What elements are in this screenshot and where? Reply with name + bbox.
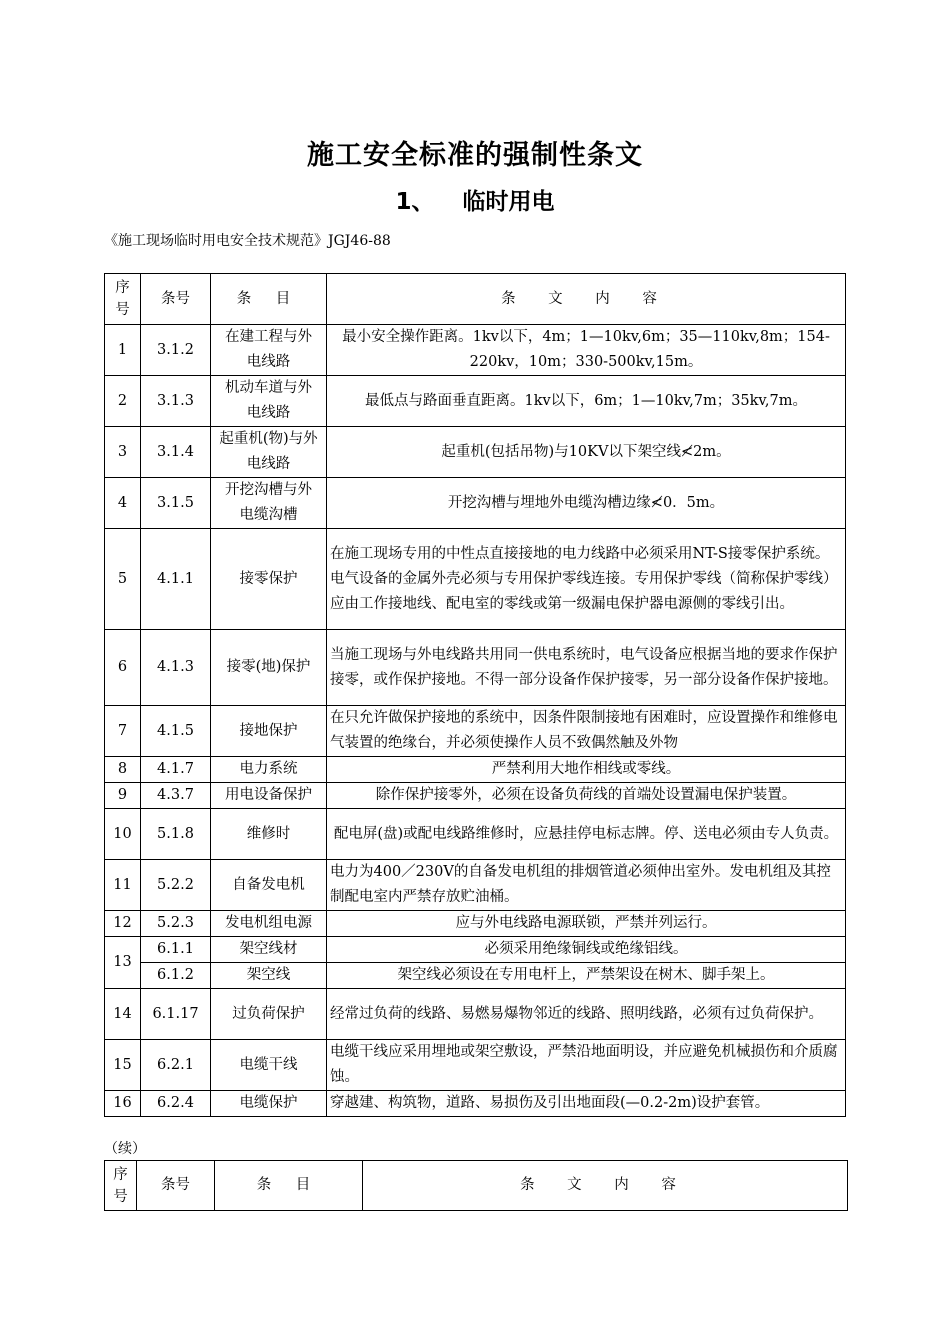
- row-content: 当施工现场与外电线路共用同一供电系统时，电气设备应根据当地的要求作保护接零，或作保护接地。不得一部分设备作保护接零，另一部分设备作保护接地。: [327, 630, 846, 706]
- section-name: 临时用电: [462, 189, 555, 215]
- row-content: 最小安全操作距离。1kv以下，4m；1—10kv,6m；35—110kv,8m；154-220kv，10m；330-500kv,15m。: [327, 325, 846, 376]
- row-clause: 5.2.2: [141, 860, 211, 911]
- header-clause: 条号: [141, 274, 211, 325]
- row-content: 经常过负荷的线路、易燃易爆物邻近的线路、照明线路，必须有过负荷保护。: [327, 989, 846, 1040]
- row-content: 起重机(包括吊物)与10KV以下架空线≮2m。: [327, 427, 846, 478]
- table-row: [105, 706, 846, 757]
- clauses-table: [104, 273, 846, 1117]
- header-item: 条 目: [211, 274, 327, 325]
- row-seq: 1: [105, 325, 141, 376]
- table-row: [105, 757, 846, 783]
- table-row: [105, 1040, 846, 1091]
- header-item: 条 目: [215, 1161, 363, 1211]
- continued-label: （续）: [104, 1141, 146, 1157]
- row-clause: 3.1.5: [141, 478, 211, 529]
- table-row: [105, 937, 846, 963]
- row-content: 电力为400／230V的自备发电机组的排烟管道必须伸出室外。发电机组及其控制配电室内严禁存放贮油桶。: [327, 860, 846, 911]
- row-seq: 11: [105, 860, 141, 911]
- header-seq: 序号: [105, 1161, 137, 1211]
- row-item: 开挖沟槽与外电缆沟槽: [211, 478, 327, 529]
- row-clause: 6.1.17: [141, 989, 211, 1040]
- row-content: 应与外电线路电源联锁，严禁并列运行。: [327, 911, 846, 937]
- row-item: 电力系统: [211, 757, 327, 783]
- row-seq: 8: [105, 757, 141, 783]
- row-seq: 16: [105, 1091, 141, 1117]
- row-seq: 3: [105, 427, 141, 478]
- row-seq: 10: [105, 809, 141, 860]
- row-seq: 12: [105, 911, 141, 937]
- row-content: 除作保护接零外，必须在设备负荷线的首端处设置漏电保护装置。: [327, 783, 846, 809]
- section-heading: [0, 183, 950, 216]
- row-content: 在只允许做保护接地的系统中，因条件限制接地有困难时，应设置操作和维修电气装置的绝缘台，并必须使操作人员不致偶然触及外物: [327, 706, 846, 757]
- row-content: 严禁利用大地作相线或零线。: [327, 757, 846, 783]
- row-item: 接零保护: [211, 529, 327, 630]
- table-row: [105, 325, 846, 376]
- row-content: 必须采用绝缘铜线或绝缘铝线。: [327, 937, 846, 963]
- table-row: [105, 1091, 846, 1117]
- table-row: [105, 911, 846, 937]
- row-clause: 6.1.1: [141, 937, 211, 963]
- row-content: 电缆干线应采用埋地或架空敷设，严禁沿地面明设，并应避免机械损伤和介质腐蚀。: [327, 1040, 846, 1091]
- row-item: 用电设备保护: [211, 783, 327, 809]
- row-clause: 6.1.2: [141, 963, 211, 989]
- table-row: [105, 529, 846, 630]
- row-item: 过负荷保护: [211, 989, 327, 1040]
- row-seq: 5: [105, 529, 141, 630]
- row-clause: 4.1.3: [141, 630, 211, 706]
- row-clause: 5.2.3: [141, 911, 211, 937]
- row-clause: 3.1.2: [141, 325, 211, 376]
- row-seq: 6: [105, 630, 141, 706]
- header-seq: 序号: [105, 274, 141, 325]
- standard-reference: 《施工现场临时用电安全技术规范》JGJ46-88: [104, 233, 391, 249]
- row-item: 在建工程与外电线路: [211, 325, 327, 376]
- row-item: 接地保护: [211, 706, 327, 757]
- table-row: [105, 783, 846, 809]
- table-row: [105, 427, 846, 478]
- row-seq: 9: [105, 783, 141, 809]
- row-clause: 4.1.7: [141, 757, 211, 783]
- row-item: 自备发电机: [211, 860, 327, 911]
- row-item: 维修时: [211, 809, 327, 860]
- document-title: 施工安全标准的强制性条文: [307, 140, 643, 171]
- row-content: 架空线必须设在专用电杆上，严禁架设在树木、脚手架上。: [327, 963, 846, 989]
- header-clause: 条号: [137, 1161, 215, 1211]
- row-clause: 6.2.1: [141, 1040, 211, 1091]
- row-item: 接零(地)保护: [211, 630, 327, 706]
- table-row: [105, 860, 846, 911]
- table-header-row: [105, 274, 846, 325]
- header-content: 条 文 内 容: [363, 1161, 848, 1211]
- table-row: [105, 989, 846, 1040]
- row-clause: 3.1.3: [141, 376, 211, 427]
- section-number: 1、: [395, 189, 435, 215]
- row-clause: 6.2.4: [141, 1091, 211, 1117]
- table-row: [105, 630, 846, 706]
- table-row: [105, 376, 846, 427]
- row-item: 架空线: [211, 963, 327, 989]
- table-row: [105, 478, 846, 529]
- row-item: 起重机(物)与外电线路: [211, 427, 327, 478]
- row-content: 开挖沟槽与埋地外电缆沟槽边缘≮0．5m。: [327, 478, 846, 529]
- row-content: 最低点与路面垂直距离。1kv以下，6m；1—10kv,7m；35kv,7m。: [327, 376, 846, 427]
- row-seq: 13: [105, 937, 141, 989]
- continued-table: [104, 1160, 848, 1211]
- row-content: 在施工现场专用的中性点直接接地的电力线路中必须采用NT-S接零保护系统。电气设备的金属外壳必须与专用保护零线连接。专用保护零线（简称保护零线）应由工作接地线、配电室的零线或第一级漏电保护器电源侧的零线引出。: [327, 529, 846, 630]
- row-seq: 14: [105, 989, 141, 1040]
- table-row: [105, 809, 846, 860]
- row-clause: 4.1.5: [141, 706, 211, 757]
- row-seq: 15: [105, 1040, 141, 1091]
- row-item: 电缆干线: [211, 1040, 327, 1091]
- row-item: 机动车道与外电线路: [211, 376, 327, 427]
- row-clause: 3.1.4: [141, 427, 211, 478]
- row-seq: 2: [105, 376, 141, 427]
- row-item: 架空线材: [211, 937, 327, 963]
- row-seq: 7: [105, 706, 141, 757]
- row-content: 配电屏(盘)或配电线路维修时，应悬挂停电标志牌。停、送电必须由专人负责。: [327, 809, 846, 860]
- row-item: 发电机组电源: [211, 911, 327, 937]
- row-content: 穿越建、构筑物，道路、易损伤及引出地面段(—0.2-2m)设护套管。: [327, 1091, 846, 1117]
- row-clause: 5.1.8: [141, 809, 211, 860]
- row-seq: 4: [105, 478, 141, 529]
- row-clause: 4.3.7: [141, 783, 211, 809]
- row-item: 电缆保护: [211, 1091, 327, 1117]
- row-clause: 4.1.1: [141, 529, 211, 630]
- table-header-row: [105, 1161, 848, 1211]
- table-row: [105, 963, 846, 989]
- header-content: 条 文 内 容: [327, 274, 846, 325]
